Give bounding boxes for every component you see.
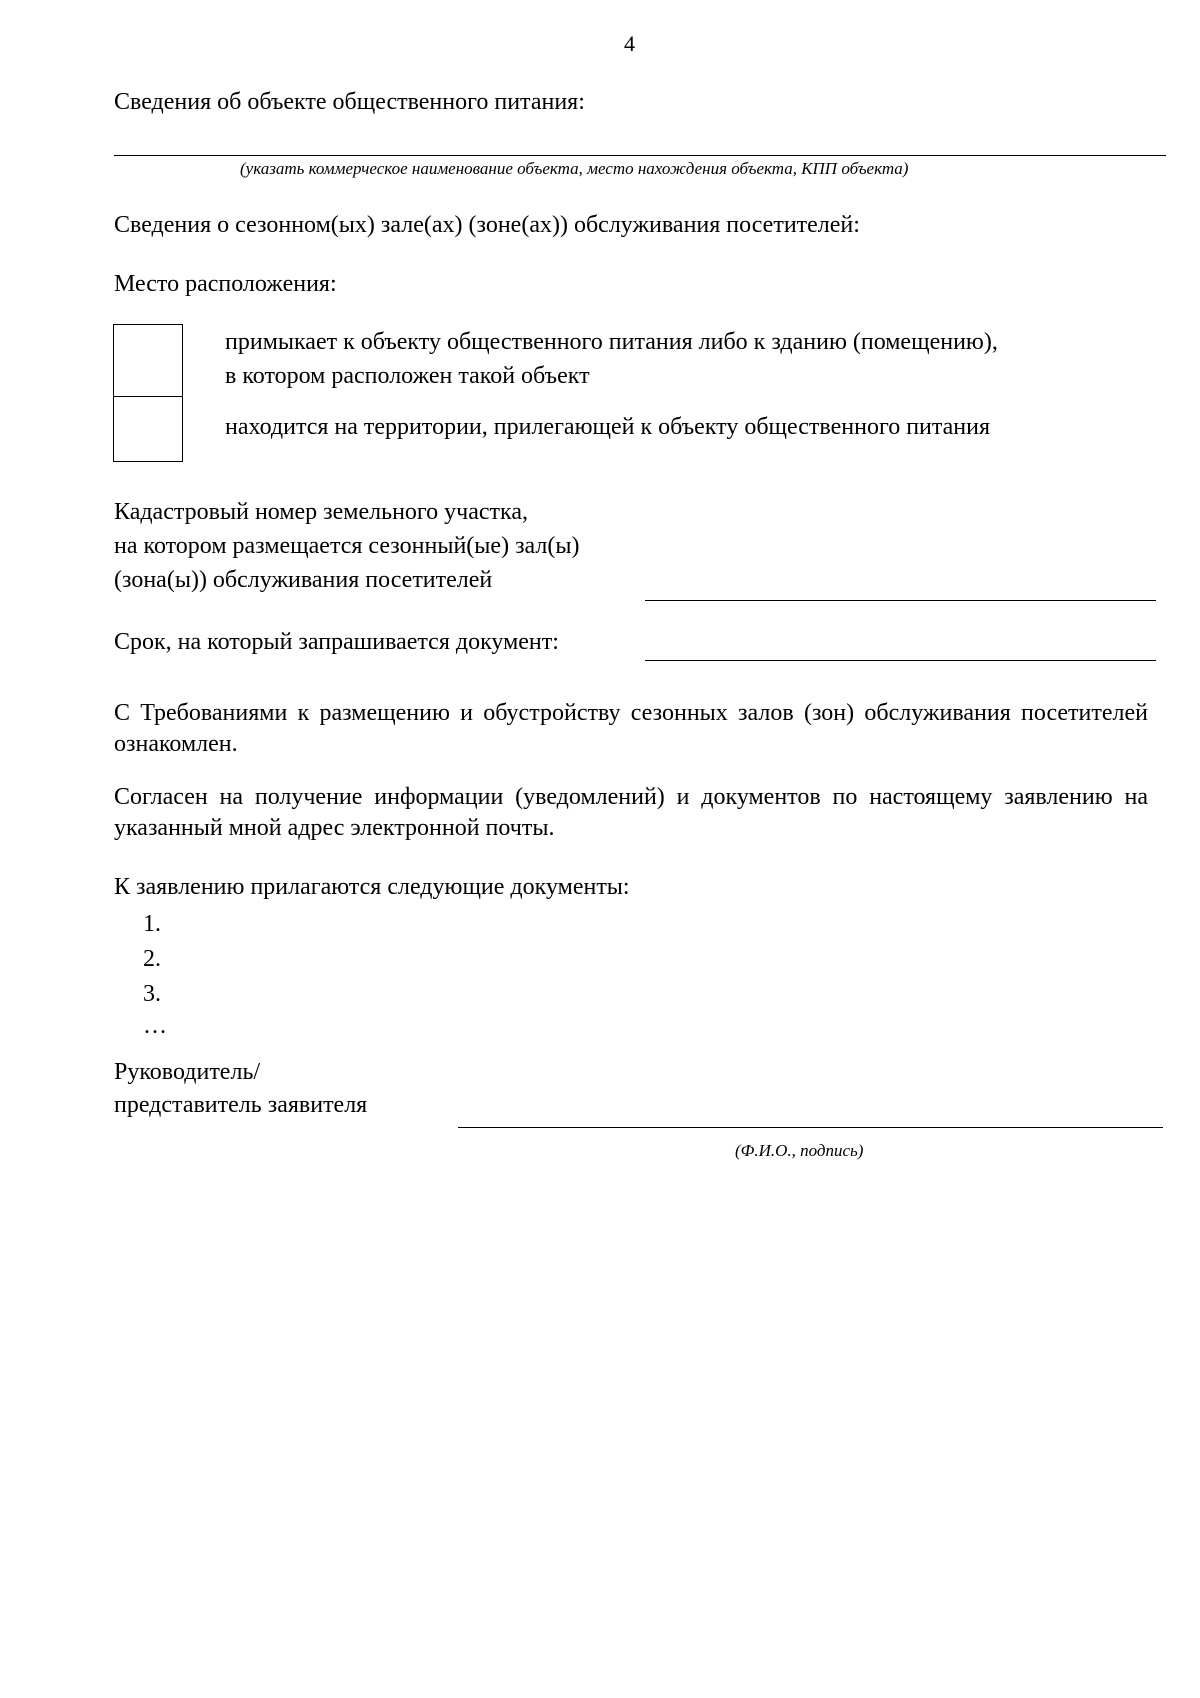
object-info-label: Сведения об объекте общественного питания: (114, 89, 585, 115)
signature-label-line2: представитель заявителя (114, 1092, 368, 1118)
signature-hint: (Ф.И.О., подпись) (735, 1141, 864, 1160)
attachment-item-ellipsis: … (143, 1013, 167, 1039)
page-number: 4 (624, 31, 635, 56)
location-option-adjacent-label-cont: в котором расположен такой объект (225, 363, 590, 389)
term-field[interactable] (645, 660, 1156, 661)
attachment-item-1: 1. (143, 911, 161, 937)
cadastral-label-line1: Кадастровый номер земельного участка, (114, 499, 528, 525)
attachments-label: К заявлению прилагаются следующие документы: (114, 874, 630, 900)
attachment-item-3: 3. (143, 981, 161, 1007)
acknowledgement-text: С Требованиями к размещению и обустройству сезонных залов (зон) обслуживания посетителей ознакомлен. (114, 700, 1148, 757)
seasonal-halls-label: Сведения о сезонном(ых) зале(ах) (зоне(ах)) обслуживания посетителей: (114, 212, 860, 238)
location-label: Место расположения: (114, 271, 337, 297)
consent-text: Согласен на получение информации (уведомлений) и документов по настоящему заявлению на указанный мной адрес электронной почты. (114, 784, 1148, 841)
location-option-adjacent-checkbox[interactable] (113, 324, 183, 398)
signature-label-line1: Руководитель/ (114, 1059, 261, 1085)
location-option-territory-label: находится на территории, прилегающей к объекту общественного питания (225, 414, 991, 440)
object-info-field[interactable] (114, 155, 1166, 156)
location-option-territory-checkbox[interactable] (113, 396, 183, 462)
term-label: Срок, на который запрашивается документ: (114, 629, 559, 655)
cadastral-label-line2: на котором размещается сезонный(ые) зал(ы) (114, 533, 580, 559)
cadastral-number-field[interactable] (645, 600, 1156, 601)
location-option-adjacent-label: примыкает к объекту общественного питания либо к зданию (помещению), (225, 329, 998, 355)
attachment-item-2: 2. (143, 946, 161, 972)
cadastral-label-line3: (зона(ы)) обслуживания посетителей (114, 567, 493, 593)
object-info-hint: (указать коммерческое наименование объекта, место нахождения объекта, КПП объекта) (240, 159, 909, 178)
signature-field[interactable] (458, 1127, 1163, 1128)
